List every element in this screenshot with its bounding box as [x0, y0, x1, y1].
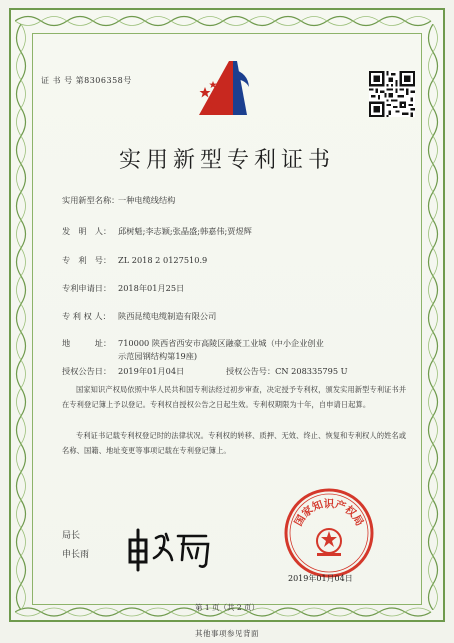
field-label: 专 利 权 人： [62, 311, 111, 321]
official-seal-icon [283, 487, 375, 579]
field-grant-announcement [62, 366, 184, 377]
field-value: 一种电缆线结构 [118, 195, 176, 205]
field-utility-model-name [62, 195, 175, 206]
field-value: 2019年01月04日 [118, 366, 185, 376]
field-label: 地 址： [62, 338, 112, 348]
field-value: 邱树魁;李志颖;张晶盛;韩嘉伟;贾煜辉 [118, 226, 252, 236]
field-label: 发 明 人： [62, 226, 112, 236]
grant-statement-paragraph: 国家知识产权局依照中华人民共和国专利法经过初步审查，决定授予专利权，颁发实用新型专利证书并在专利登记簿上予以登记。专利权自授权公告之日起生效。专利权期限为十年，自申请日起算。 [62, 385, 407, 409]
patent-office-logo-icon [193, 57, 255, 119]
certificate-title: 实用新型专利证书 [118, 148, 335, 173]
floral-border-top [15, 12, 439, 30]
footer-note: 其他事项参见背面 [195, 629, 259, 638]
field-address-line2: 示范园钢结构第19座) [118, 351, 198, 361]
legal-status-paragraph: 专利证书记载专利权登记时的法律状况。专利权的转移、质押、无效、终止、恢复和专利权人的姓名或名称、国籍、地址变更等事项记载在专利登记簿上。 [62, 431, 407, 455]
qr-code-icon [369, 71, 415, 117]
field-label: 授权公告号： [226, 366, 276, 376]
field-label: 实用新型名称： [62, 195, 120, 205]
field-patentee [62, 311, 216, 322]
floral-border-right [424, 24, 442, 610]
field-application-date [62, 283, 184, 294]
field-address [62, 338, 324, 349]
director-signature-icon [122, 520, 214, 574]
field-label: 专利申请日： [62, 283, 112, 293]
certificate-number: 证 书 号 第8306358号 [41, 76, 132, 85]
field-value: 2018年01月25日 [118, 283, 185, 293]
director-title: 局长 [62, 531, 81, 541]
field-label: 授权公告日： [62, 366, 112, 376]
field-inventors [62, 226, 252, 237]
svg-text:国家知识产权局: 国家知识产权局 [292, 498, 366, 529]
field-value: ZL 2018 2 0127510.9 [118, 255, 208, 265]
field-patent-number [62, 255, 207, 266]
field-value: 710000 陕西省西安市高陵区融豪工业城（中小企业创业 [118, 338, 324, 348]
field-grant-announcement-number [226, 366, 348, 377]
page-number: 第 1 页（共 2 页） [194, 603, 260, 612]
field-value: CN 208335795 U [275, 366, 348, 376]
floral-border-left [12, 24, 30, 610]
field-value: 陕西昆缆电缆制造有限公司 [118, 311, 217, 321]
issue-date: 2019年01月04日 [288, 574, 353, 583]
field-label: 专 利 号： [62, 255, 112, 265]
director-name: 申长雨 [62, 550, 90, 560]
